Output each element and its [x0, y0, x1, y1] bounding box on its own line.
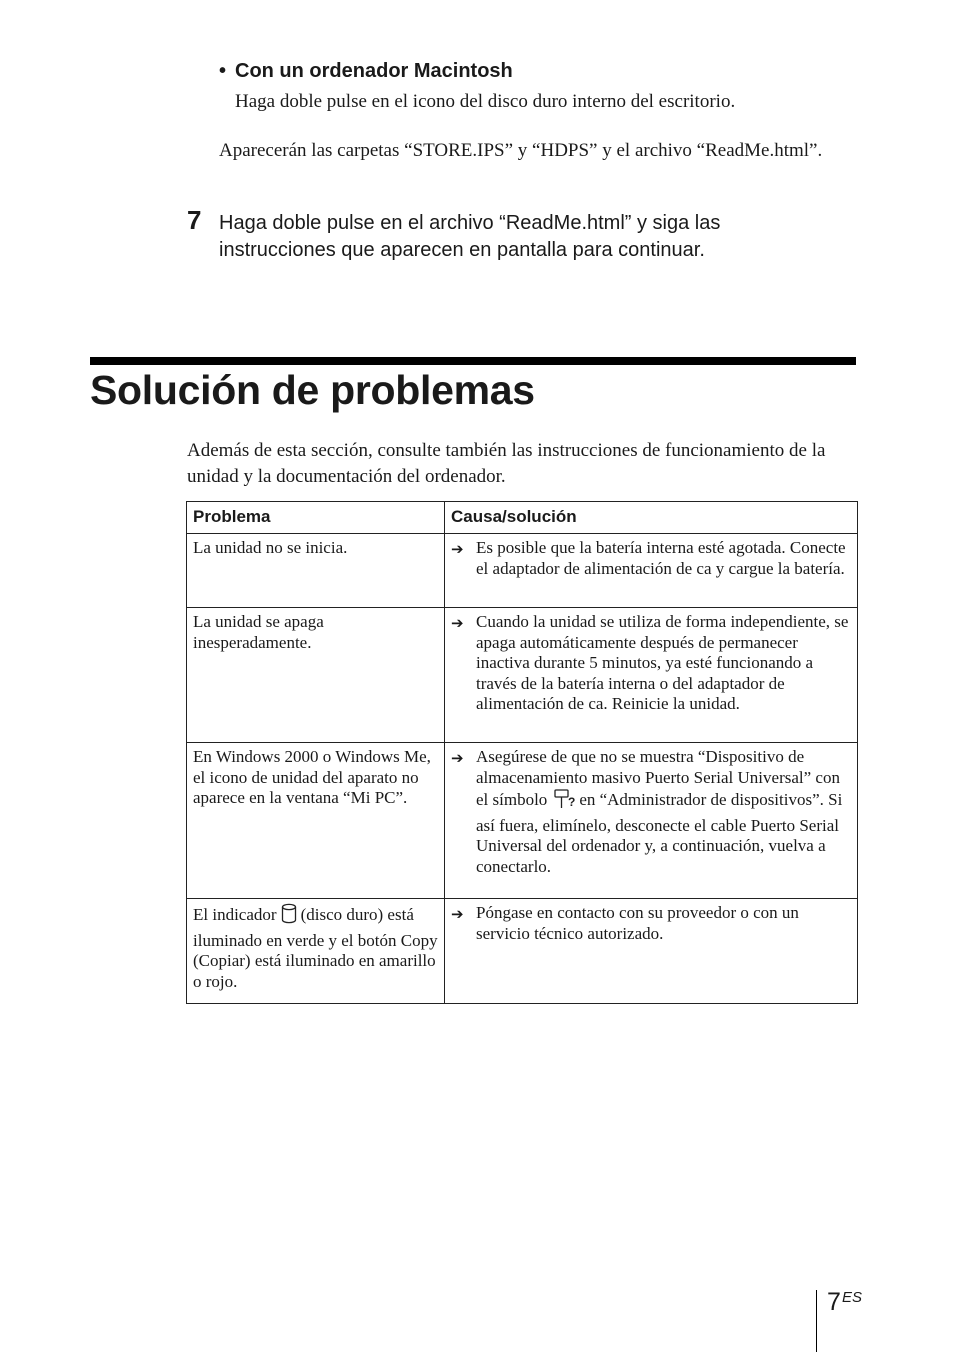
- section-rule: [90, 357, 856, 365]
- bullet: •: [219, 60, 227, 82]
- header-problem: Problema: [187, 502, 445, 534]
- table-row: [187, 899, 858, 1004]
- arrow-icon: ➔: [451, 749, 464, 767]
- problem-cell: En Windows 2000 o Windows Me, el icono de unidad del aparato no aparece en la ventana “Mi PC”.: [187, 743, 445, 899]
- solution-cell: [445, 743, 858, 899]
- problem-text-after-icon: (disco duro) está iluminado en verde y el botón Copy (Copiar) está iluminado en amarillo o rojo.: [193, 905, 438, 991]
- table-header-row: [187, 502, 858, 534]
- step-number: 7: [187, 205, 202, 235]
- solution-text: Póngase en contacto con su proveedor o con un servicio técnico autorizado.: [476, 903, 799, 943]
- page-number-rule: [816, 1290, 817, 1352]
- folders-note: Aparecerán las carpetas “STORE.IPS” y “HDPS” y el archivo “ReadMe.html”.: [219, 140, 823, 161]
- problem-cell: [187, 899, 445, 1004]
- problem-cell: La unidad se apaga inesperadamente.: [187, 608, 445, 743]
- header-cause-solution: Causa/solución: [445, 502, 858, 534]
- problem-cell: La unidad no se inicia.: [187, 534, 445, 608]
- solution-cell: [445, 899, 858, 1004]
- arrow-icon: ➔: [451, 614, 464, 632]
- solution-cell: [445, 534, 858, 608]
- solution-text-before-icon: Asegúrese de que no se muestra “Dispositivo de almacenamiento masivo Puerto Serial Universal” con el símbolo: [476, 747, 840, 810]
- arrow-icon: ➔: [451, 540, 464, 558]
- arrow-icon: ➔: [451, 905, 464, 923]
- page-language: ES: [842, 1289, 863, 1306]
- macintosh-title: Con un ordenador Macintosh: [235, 60, 513, 82]
- section-intro: Además de esta sección, consulte también las instrucciones de funcionamiento de la unidad y la documentación del ordenador.: [187, 440, 826, 487]
- solution-cell: [445, 608, 858, 743]
- table-row: [187, 743, 858, 899]
- svg-text:?: ?: [568, 795, 576, 810]
- section-title: Solución de problemas: [90, 367, 535, 413]
- solution-text-after-icon: en “Administrador de dispositivos”. Si así fuera, elimínelo, desconecte el cable Puerto Serial Universal del ordenador y, a continuación, vuelva a conectarlo.: [476, 790, 843, 876]
- solution-text: Cuando la unidad se utiliza de forma independiente, se apaga automáticamente después de permanecer inactiva durante 5 minutos, ya esté funcionando a través de la batería interna o del adaptador de alimentación de ca. Reinicie la unidad.: [476, 612, 849, 714]
- table-row: [187, 534, 858, 608]
- macintosh-heading: [219, 60, 513, 83]
- table-row: [187, 608, 858, 743]
- problem-text-before-icon: El indicador: [193, 905, 277, 924]
- hard-disk-icon: [281, 903, 297, 931]
- page-number: 7: [827, 1288, 841, 1316]
- device-warning-icon: [551, 788, 575, 816]
- solution-text: Es posible que la batería interna esté agotada. Conecte el adaptador de alimentación de ca y cargue la batería.: [476, 538, 846, 578]
- step-text: Haga doble pulse en el archivo “ReadMe.html” y siga las instrucciones que aparecen en pantalla para continuar.: [219, 212, 721, 261]
- troubleshooting-table: [186, 501, 858, 1004]
- macintosh-instruction: Haga doble pulse en el icono del disco duro interno del escritorio.: [235, 91, 736, 112]
